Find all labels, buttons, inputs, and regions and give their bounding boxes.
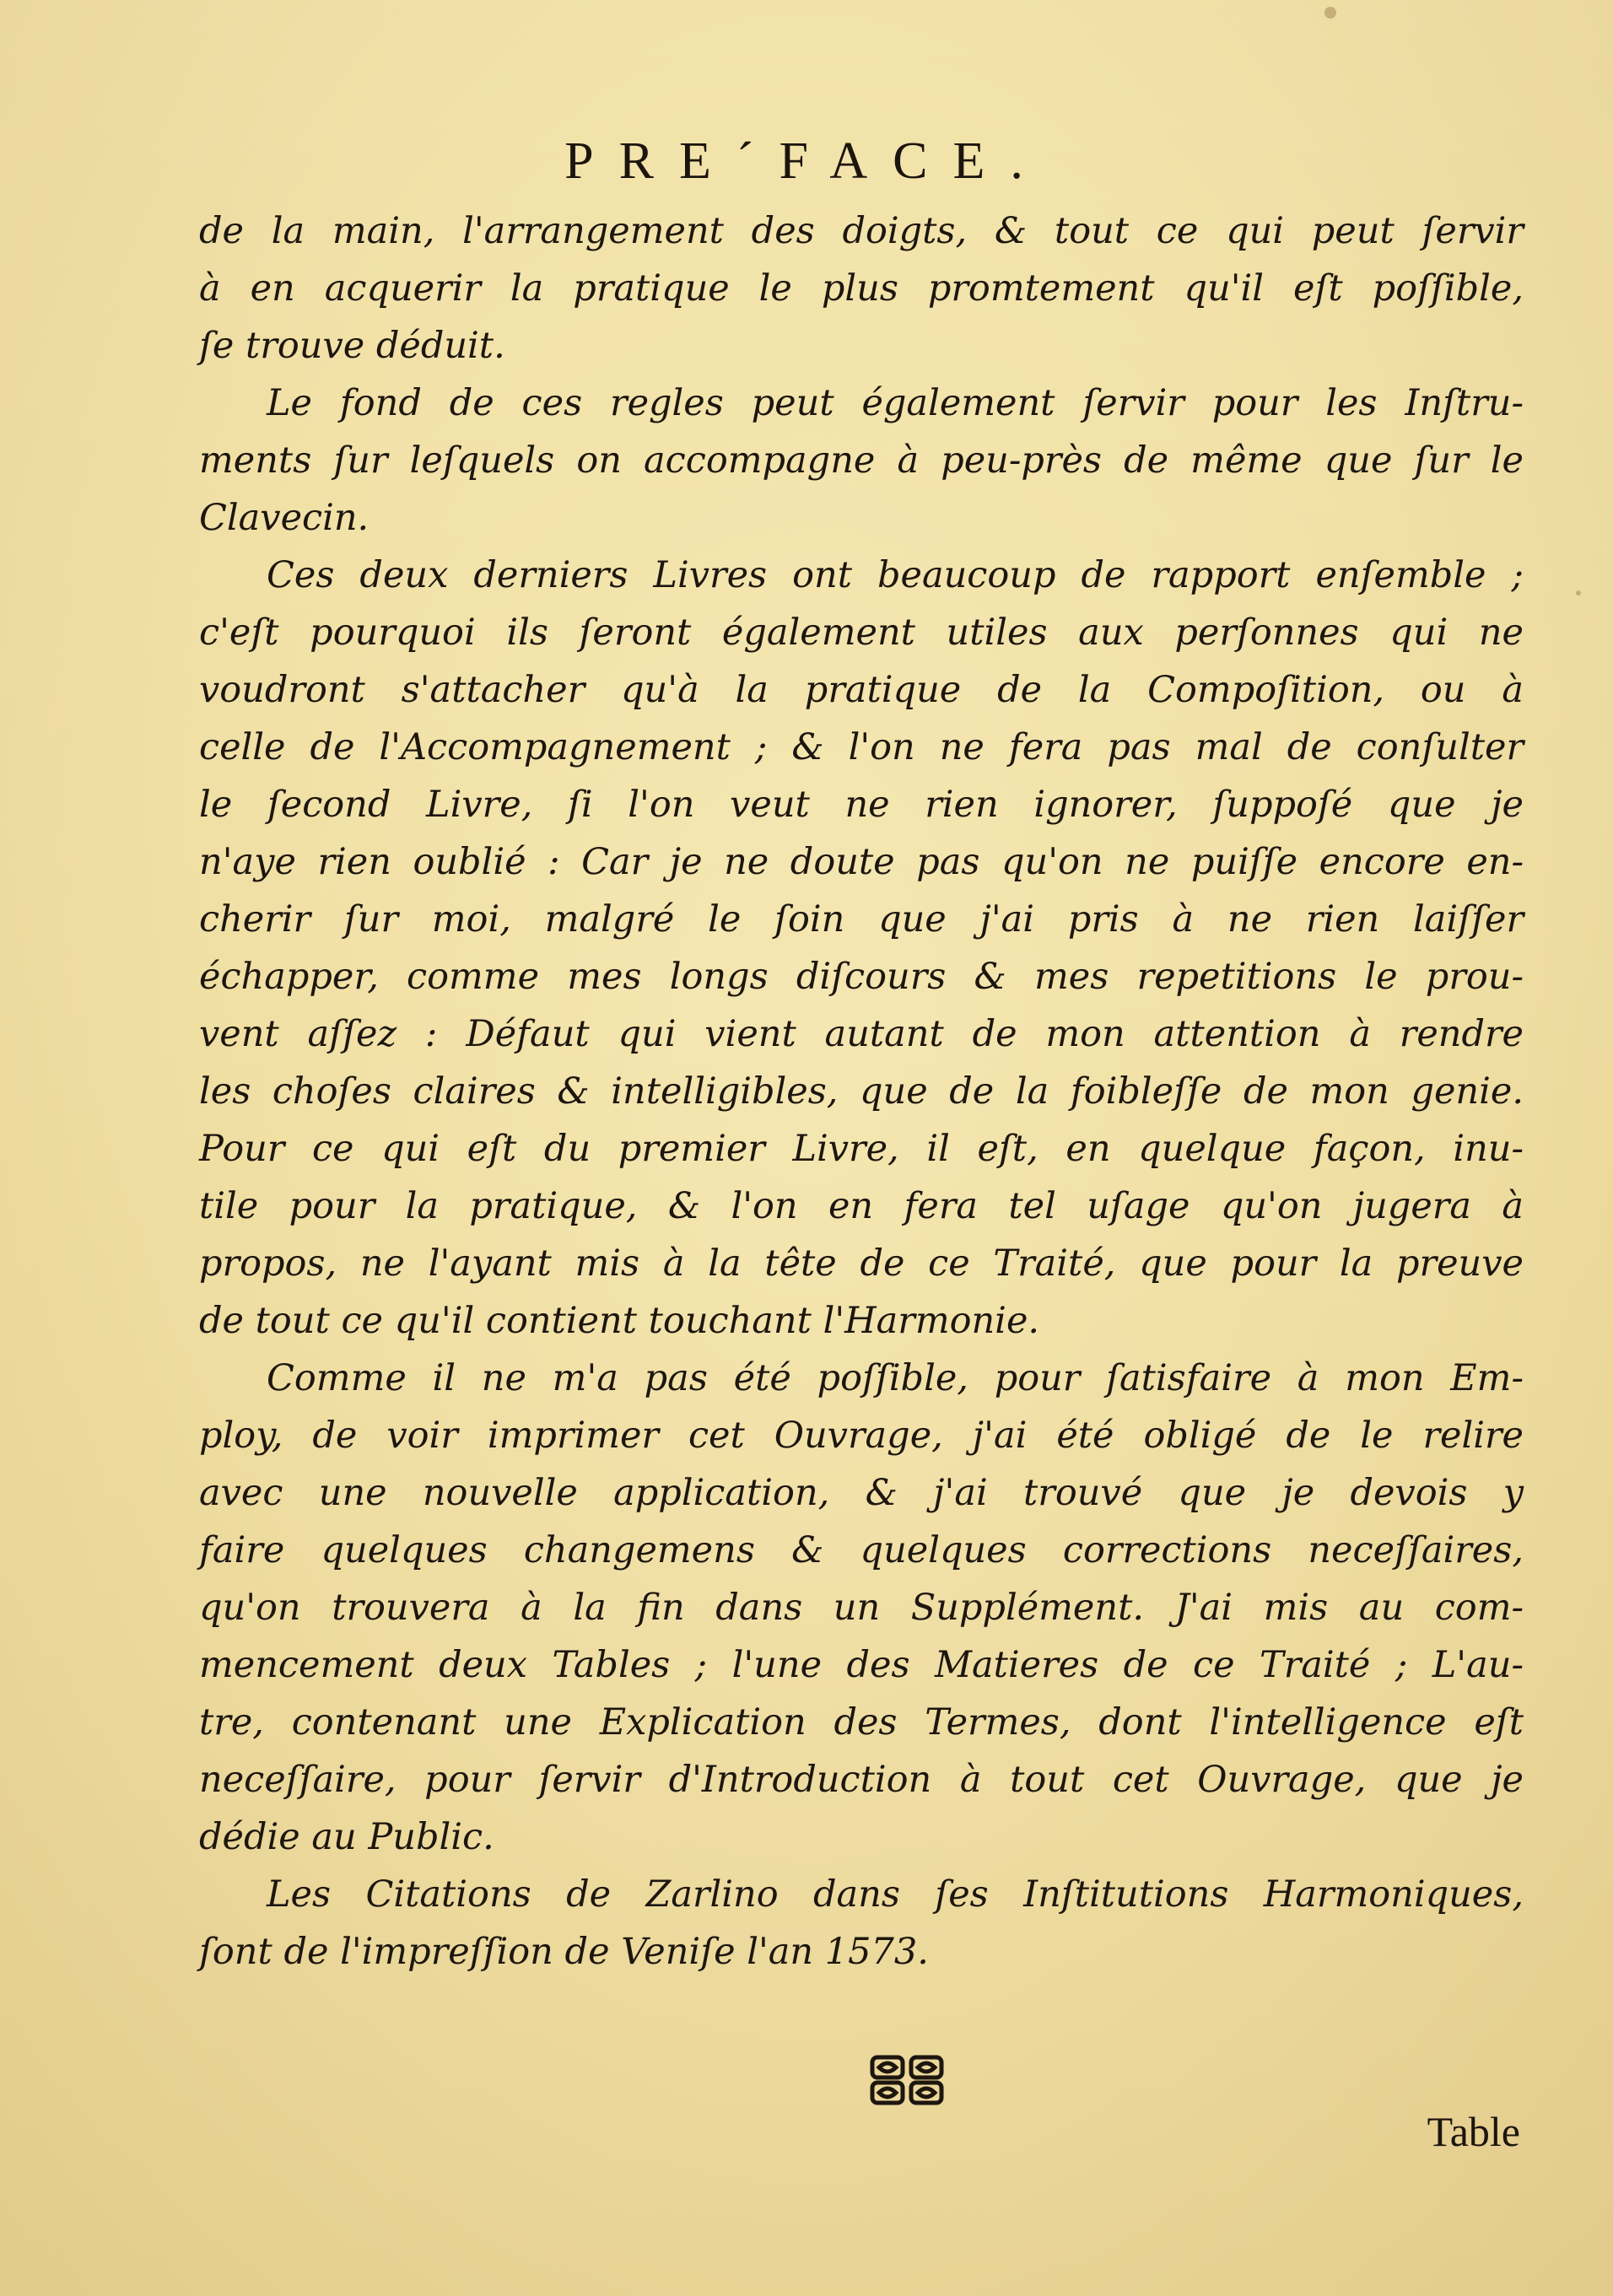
text-line: voudront s'attacher qu'à la pratique de la Compoſition, ou à (199, 669, 1524, 711)
text-line: tile pour la pratique, & l'on en fera tel uſage qu'on jugera à (199, 1185, 1524, 1227)
text-line: propos, ne l'ayant mis à la tête de ce Traité, que pour la preuve (199, 1242, 1524, 1285)
page-header: PRE´FACE. (564, 132, 1049, 190)
text-line: dédie au Public. (199, 1816, 494, 1858)
text-line: celle de l'Accompagnement ; & l'on ne fera pas mal de conſulter (199, 726, 1524, 768)
text-line: Comme il ne m'a pas été poſſible, pour ſatisfaire à mon Em- (267, 1357, 1524, 1399)
catchword: Table (1427, 2108, 1520, 2155)
text-line: de tout ce qu'il contient touchant l'Harmonie. (199, 1300, 1040, 1342)
text-line: ploy, de voir imprimer cet Ouvrage, j'ai été obligé de le relire (199, 1415, 1524, 1457)
text-line: Pour ce qui eſt du premier Livre, il eſt, en quelque façon, inu- (199, 1128, 1524, 1170)
text-line: neceſſaire, pour ſervir d'Introduction à tout cet Ouvrage, que je (199, 1759, 1524, 1801)
ink-spot (1324, 7, 1336, 19)
text-line: faire quelques changemens & quelques corrections neceſſaires, (199, 1529, 1524, 1571)
text-line: tre, contenant une Explication des Termes, dont l'intelligence eſt (199, 1701, 1524, 1744)
text-line: vent aſſez : Défaut qui vient autant de mon attention à rendre (199, 1013, 1524, 1055)
text-line: c'eſt pourquoi ils ſeront également utiles aux perſonnes qui ne (199, 612, 1524, 654)
text-line: mencement deux Tables ; l'une des Matieres de ce Traité ; L'au- (199, 1644, 1524, 1686)
text-line: à en acquerir la pratique le plus promtement qu'il eſt poſſible, (199, 267, 1524, 310)
text-line: échapper, comme mes longs diſcours & mes repetitions le prou- (199, 956, 1524, 998)
printers-ornament-icon (869, 2054, 945, 2106)
text-line: n'aye rien oublié : Car je ne doute pas qu'on ne puiſſe encore en- (199, 841, 1524, 883)
text-line: avec une nouvelle application, & j'ai trouvé que je devois y (199, 1472, 1524, 1514)
text-line: le ſecond Livre, ſi l'on veut ne rien ignorer, ſuppoſé que je (199, 784, 1524, 826)
ink-spot (1576, 590, 1581, 596)
text-line: ſont de l'impreſſion de Veniſe l'an 1573. (199, 1931, 929, 1973)
text-line: Clavecin. (199, 497, 370, 539)
text-line: les choſes claires & intelligibles, que de la foibleſſe de mon genie. (199, 1070, 1524, 1113)
preface-body (199, 202, 1524, 1981)
text-line: Ces deux derniers Livres ont beaucoup de rapport enſemble ; (267, 554, 1524, 596)
text-line: qu'on trouvera à la fin dans un Supplément. J'ai mis au com- (199, 1587, 1524, 1629)
text-line: de la main, l'arrangement des doigts, & tout ce qui peut ſervir (199, 210, 1524, 252)
text-line: ſe trouve déduit. (199, 325, 505, 367)
text-line: ments ſur leſquels on accompagne à peu-près de même que ſur le (199, 439, 1524, 482)
text-line: Les Citations de Zarlino dans ſes Inſtitutions Harmoniques, (267, 1873, 1524, 1916)
text-line: Le fond de ces regles peut également ſervir pour les Inſtru- (267, 382, 1524, 424)
text-line: cherir ſur moi, malgré le ſoin que j'ai pris à ne rien laiſſer (199, 898, 1524, 940)
